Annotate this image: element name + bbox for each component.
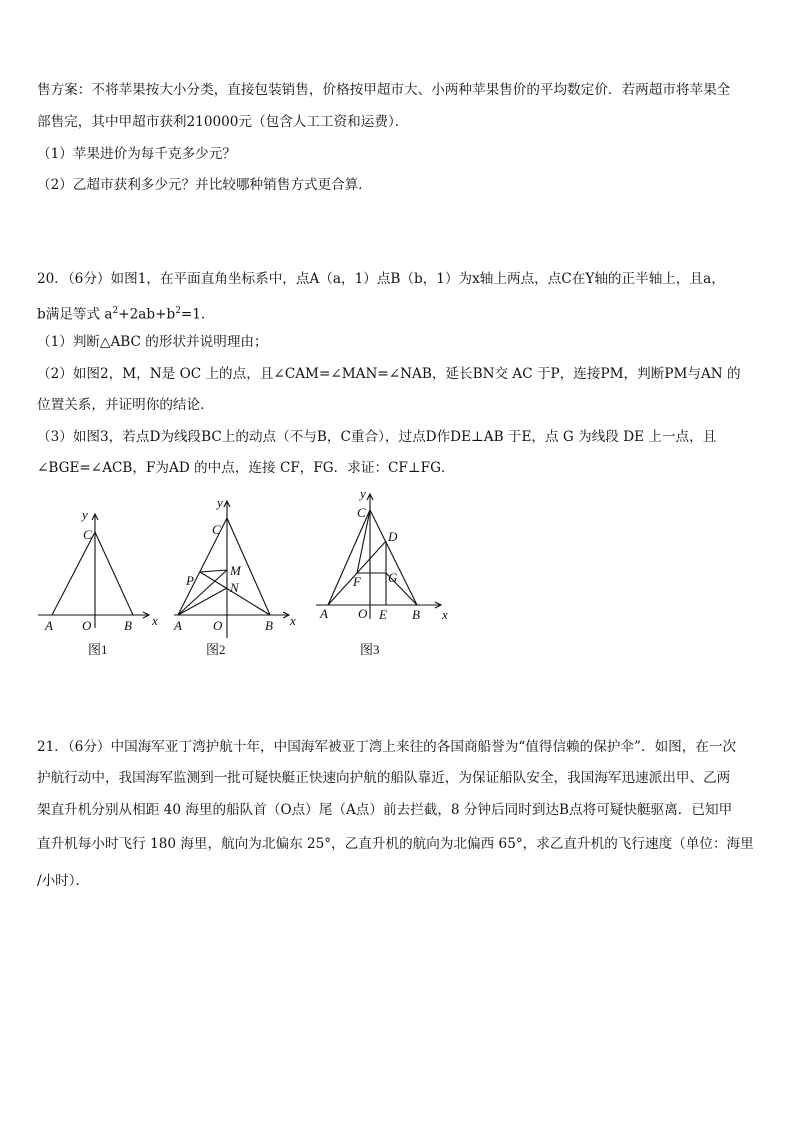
fig2-label-P: P [186, 573, 194, 588]
fig1-label-C: C [83, 527, 92, 542]
fig3-label-y: y [360, 488, 366, 501]
q21-line-3: 架直升机分别从相距 40 海里的船队首（O点）尾（A点）前去拦截，8 分钟后同时到达B点将可疑快艇驱离．已知甲 [37, 802, 733, 818]
fig1-label-x: x [152, 613, 158, 628]
fig2-label-y: y [217, 495, 223, 510]
q20-eq-part-3: =1． [180, 306, 215, 323]
fig3-label-G: G [388, 570, 398, 585]
fig1-label-A: A [45, 618, 53, 633]
fig2-label-O: O [213, 618, 223, 633]
fig3-label-C: C [357, 505, 366, 520]
q20-sub-2-line-2: 位置关系，并证明你的结论． [37, 397, 214, 413]
fig3-label-O: O [358, 606, 368, 621]
fig3-label-x: x [442, 607, 448, 622]
fig1-label-y: y [82, 507, 88, 522]
fig2-label-C: C [212, 522, 221, 537]
q20-eq-sup-2: 2 [175, 306, 181, 316]
q19-line-1: 售方案：不将苹果按大小分类，直接包装销售，价格按甲超市大、小两种苹果售价的平均数定价．若两超市将苹果全 [37, 82, 731, 98]
q20-line-1: 20．（6分）如图1，在平面直角坐标系中，点A（a，1）点B（b，1）为x轴上两点，点C在Y轴的正半轴上，且a， [37, 271, 725, 287]
fig3-label-A: A [320, 606, 328, 621]
q20-line-2 [37, 302, 215, 324]
fig2-label-B: B [265, 618, 273, 633]
q21-line-1: 21．（6分）中国海军亚丁湾护航十年，中国海军被亚丁湾上来往的各国商船誉为“值得信赖的保护伞”．如图，在一次 [37, 739, 737, 755]
fig3-label-B: B [412, 607, 420, 622]
fig1-caption: 图1 [88, 642, 108, 657]
q21-line-5: /小时）． [37, 873, 90, 889]
fig1-label-B: B [124, 618, 132, 633]
q20-figures [0, 488, 794, 678]
figure-1-diagram [38, 514, 149, 628]
fig3-label-F: F [353, 574, 361, 589]
fig3-caption: 图3 [360, 642, 380, 657]
q20-sub-3-line-2: ∠BGE=∠ACB，F为AD 的中点，连接 CF，FG．求证：CF⊥FG． [37, 460, 455, 476]
fig3-label-E: E [379, 607, 387, 622]
q20-eq-part-1: b满足等式 a [37, 306, 113, 323]
fig2-label-N: N [230, 580, 239, 595]
fig3-label-D: D [388, 529, 398, 544]
q20-eq-sup-1: 2 [112, 306, 119, 316]
q20-eq-part-2: +2ab+b [118, 306, 176, 323]
figure-3-diagram [316, 494, 441, 619]
q21-line-4: 直升机每小时飞行 180 海里，航向为北偏东 25°，乙直升机的航向为北偏西 65°，求乙直升机的飞行速度（单位：海里 [37, 836, 754, 852]
fig2-label-M: M [230, 563, 241, 578]
fig2-label-A: A [174, 618, 182, 633]
q19-line-2: 部售完，其中甲超市获利210000元（包含人工工资和运费）． [37, 114, 409, 130]
q20-sub-2-line-1: （2）如图2，M，N是 OC 上的点，且∠CAM=∠MAN=∠NAB，延长BN交 AC 于P，连接PM，判断PM与AN 的 [37, 366, 741, 382]
q19-sub-2: （2）乙超市获利多少元？并比较哪种销售方式更合算． [37, 177, 372, 193]
fig2-caption: 图2 [206, 642, 226, 657]
fig1-label-O: O [82, 618, 92, 633]
q20-sub-3-line-1: （3）如图3，若点D为线段BC上的动点（不与B，C重合），过点D作DE⊥AB 于E，点 G 为线段 DE 上一点，且 [37, 429, 717, 445]
q20-sub-1: （1）判断△ABC 的形状并说明理由； [37, 334, 268, 350]
q21-line-2: 护航行动中，我国海军监测到一批可疑快艇正快速向护航的船队靠近，为保证船队安全，我国海军迅速派出甲、乙两 [37, 770, 731, 786]
fig2-label-x: x [290, 613, 296, 628]
q19-sub-1: （1）苹果进价为每千克多少元？ [37, 146, 236, 162]
